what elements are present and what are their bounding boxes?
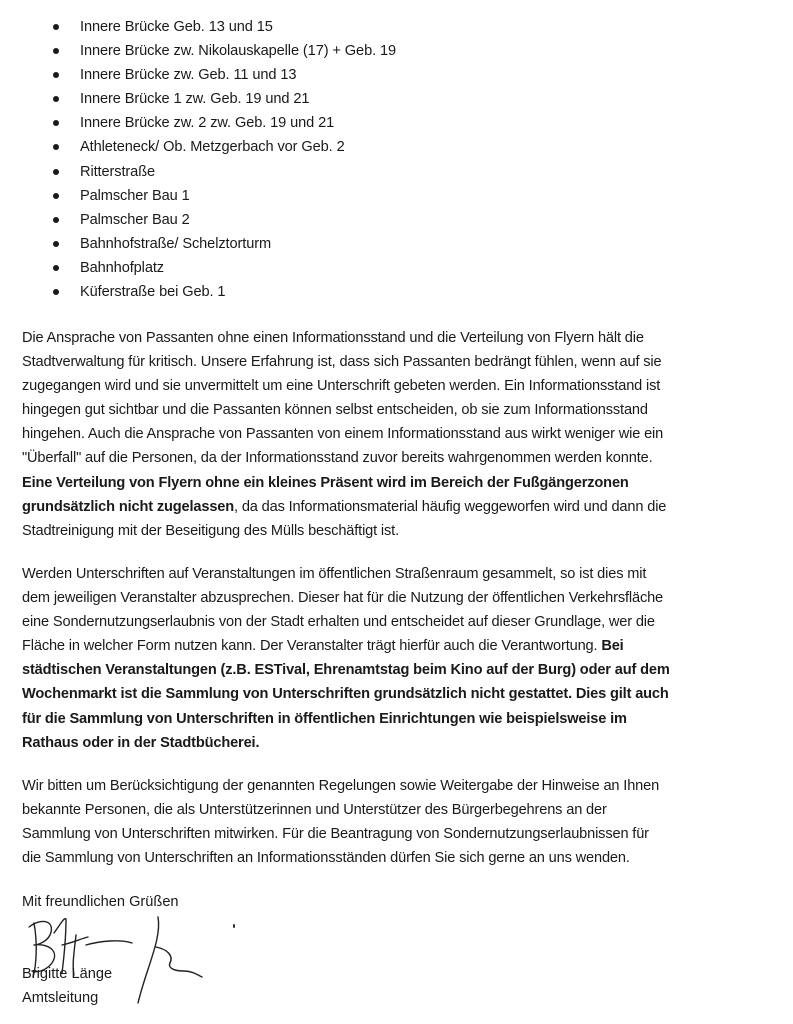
paragraph-line: Stadtreinigung mit der Beseitigung des Mülls beschäftigt ist. [22, 522, 399, 539]
bullet-dot-icon [53, 144, 59, 150]
paragraph-line: eine Sondernutzungserlaubnis von der Stadt erhalten und entscheidet auf dieser Grundlage, wer die [22, 614, 655, 631]
paragraph-line: die Sammlung von Unterschriften an Informationsständen dürfen Sie sich gerne an uns wenden. [22, 850, 630, 867]
closing-greeting: Mit freundlichen Grüßen [22, 894, 179, 910]
paragraph-text: Fläche in welcher Form nutzen kann. Der Veranstalter trägt hierfür auch die Verantwortung. [22, 638, 598, 655]
paragraph-line: hingegen gut sichtbar und die Passanten können selbst entscheiden, ob sie zum Informationsstand [22, 402, 648, 419]
list-item-text: Innere Brücke zw. 2 zw. Geb. 19 und 21 [80, 115, 335, 132]
bold-notice: Bei [597, 638, 624, 655]
paragraph-line [22, 731, 782, 755]
paragraph-line: dem jeweiligen Veranstalter abzusprechen. Dieser hat für die Nutzung der öffentlichen Verkehrsfläche [22, 590, 664, 607]
bullet-dot-icon [53, 169, 59, 175]
paragraph-event-policy [22, 562, 782, 755]
bullet-dot-icon [53, 265, 59, 271]
list-item-text: Athleteneck/ Ob. Metzgerbach vor Geb. 2 [80, 139, 345, 156]
list-item-text: Palmscher Bau 1 [80, 187, 190, 204]
list-item-text: Küferstraße bei Geb. 1 [80, 284, 226, 301]
paragraph-text: , da das Informationsmaterial häufig weggeworfen wird und dann die [234, 498, 667, 515]
list-item-text: Bahnhofstraße/ Schelztorturm [80, 235, 272, 252]
paragraph-line: Sammlung von Unterschriften mitwirken. Für die Beantragung von Sondernutzungserlaubnissen für [22, 826, 649, 843]
paragraph-line: Werden Unterschriften auf Veranstaltungen im öffentlichen Straßenraum gesammelt, so ist dies mit [22, 566, 647, 582]
paragraph-line: zugegangen wird und sie unvermittelt um eine Unterschrift gebeten werden. Ein Informationsstand ist [22, 378, 661, 395]
paragraph-line: Wir bitten um Berücksichtigung der genannten Regelungen sowie Weitergabe der Hinweise an Ihnen [22, 778, 660, 794]
list-item-text: Ritterstraße [80, 163, 156, 180]
paragraph-line [22, 707, 782, 731]
paragraph-line: hingehen. Auch die Ansprache von Passanten von einem Informationsstand aus wirkt weniger wie ein [22, 426, 664, 443]
signer-role: Amtsleitung [22, 990, 99, 1006]
bullet-dot-icon [53, 24, 59, 30]
list-item-text: Innere Brücke Geb. 13 und 15 [80, 19, 273, 35]
paragraph-line [22, 471, 782, 495]
bullet-dot-icon [53, 48, 59, 54]
signer-name: Brigitte Länge [22, 966, 113, 982]
bullet-dot-icon [53, 241, 59, 247]
bullet-dot-icon [53, 193, 59, 199]
list-item-text: Palmscher Bau 2 [80, 211, 190, 228]
bold-notice: Eine Verteilung von Flyern ohne ein kleines Präsent wird im Bereich der Fußgängerzonen [22, 474, 629, 491]
bullet-dot-icon [53, 96, 59, 102]
bold-notice: grundsätzlich nicht zugelassen [22, 498, 235, 515]
bullet-dot-icon [53, 120, 59, 126]
paragraph-line [22, 495, 782, 519]
list-item-text: Innere Brücke 1 zw. Geb. 19 und 21 [80, 91, 310, 108]
paragraph-flyer-policy [22, 326, 782, 543]
list-item-text: Innere Brücke zw. Geb. 11 und 13 [80, 67, 297, 84]
paragraph-line: Stadtverwaltung für kritisch. Unsere Erfahrung ist, dass sich Passanten bedrängt fühlen, wenn auf sie [22, 354, 662, 371]
bold-notice: Wochenmarkt ist die Sammlung von Unterschriften grundsätzlich nicht gestattet. Dies gilt auch [22, 686, 669, 703]
bullet-dot-icon [53, 72, 59, 78]
bold-notice: Rathaus oder in der Stadtbücherei. [22, 734, 260, 751]
paragraph-line [22, 658, 782, 682]
ink-speck [233, 924, 235, 928]
list-item-text: Bahnhofplatz [80, 259, 164, 276]
bullet-dot-icon [53, 289, 59, 295]
bold-notice: städtischen Veranstaltungen (z.B. ESTival, Ehrenamtstag beim Kino auf der Burg) oder auf dem [22, 662, 670, 679]
bold-notice: für die Sammlung von Unterschriften in öffentlichen Einrichtungen wie beispielsweise im [22, 710, 627, 727]
paragraph-line [22, 682, 782, 706]
paragraph-line [22, 634, 782, 658]
paragraph-line: "Überfall" auf die Personen, da der Informationsstand zuvor bereits wahrgenommen werden konnte. [22, 450, 653, 467]
paragraph-line: Die Ansprache von Passanten ohne einen Informationsstand und die Verteilung von Flyern hält die [22, 330, 644, 346]
paragraph-line: bekannte Personen, die als Unterstützerinnen und Unterstützer des Bürgerbegehrens an der [22, 802, 607, 819]
bullet-dot-icon [53, 217, 59, 223]
paragraph-request [22, 774, 782, 870]
list-item-text: Innere Brücke zw. Nikolauskapelle (17) + Geb. 19 [80, 43, 397, 60]
